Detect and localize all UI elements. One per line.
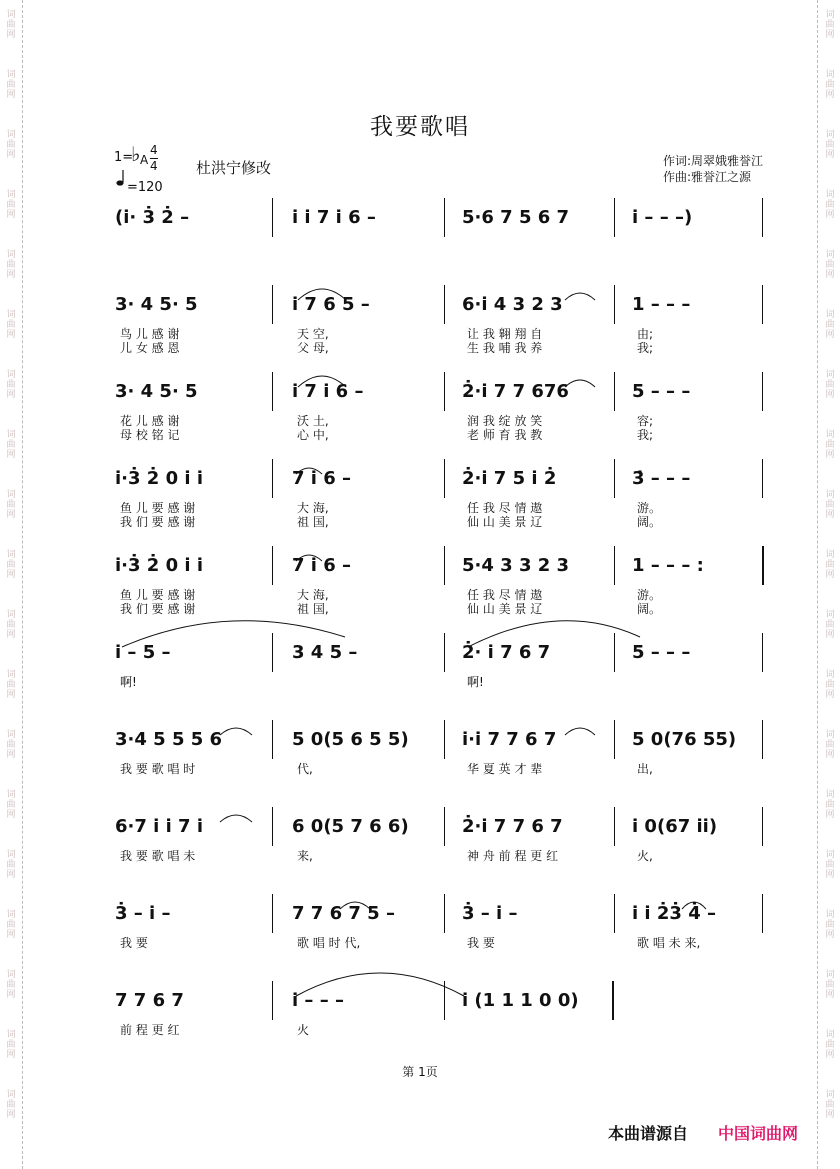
lyric: 我 要 (120, 936, 148, 950)
measure-notes: 3̇ – – – (632, 468, 691, 489)
lyric: 由; (637, 327, 654, 341)
lyric: 我 们 要 感 谢 (120, 515, 196, 529)
source-label: 本曲谱源自 (608, 1124, 689, 1143)
measure-notes: i̇ – – – (292, 990, 344, 1011)
watermark: 词 曲 网 (6, 370, 16, 400)
bar-line (762, 720, 763, 759)
measure-notes: 7 i̇ 6 – (292, 468, 352, 489)
measure-notes: 7 7 6 7 5 – (292, 903, 395, 924)
watermark: 词 曲 网 (6, 610, 16, 640)
lyric: 我 们 要 感 谢 (120, 602, 196, 616)
arranger: 杜洪宁修改 (196, 159, 272, 177)
flat-sign: ♭ (131, 142, 141, 166)
bar-line (444, 198, 445, 237)
lyric: 心 中, (297, 428, 329, 442)
bar-line (614, 546, 615, 585)
watermark: 词 曲 网 (825, 550, 835, 580)
watermark: 词 曲 网 (6, 250, 16, 280)
lyric: 阔。 (637, 515, 662, 529)
lyric: 华 夏 英 才 辈 (467, 762, 543, 776)
lyric: 鸟 儿 感 谢 (120, 327, 180, 341)
time-signature: 4 4 (150, 143, 158, 173)
watermark: 词 曲 网 (6, 670, 16, 700)
measure-notes: i̇·3̇ 2̇ 0 i̇ i̇ (115, 555, 203, 576)
lyric: 大 海, (297, 501, 329, 515)
lyric: 母 校 铭 记 (120, 428, 180, 442)
measure-notes: i̇ i̇ 7 i̇ 6 – (292, 207, 376, 228)
lyric: 代, (297, 762, 313, 776)
score-system (0, 729, 840, 807)
bar-line (444, 459, 445, 498)
bar-line (272, 981, 273, 1020)
watermark: 词 曲 网 (6, 70, 16, 100)
watermark: 词 曲 网 (825, 130, 835, 160)
measure-notes: i̇ – 5 – (115, 642, 171, 663)
lyric: 出, (637, 762, 653, 776)
lyric: 我 要 歌 唱 时 (120, 762, 196, 776)
watermark: 词 曲 网 (6, 910, 16, 940)
lyric: 仙 山 美 景 辽 (467, 602, 543, 616)
lyric: 生 我 哺 我 养 (467, 341, 543, 355)
lyric: 任 我 尽 情 遨 (467, 588, 543, 602)
measure-notes: (i̇· 3̇ 2̇ – (115, 207, 190, 228)
lyric: 我; (637, 428, 654, 442)
watermark: 词 曲 网 (825, 190, 835, 220)
watermark: 词 曲 网 (6, 490, 16, 520)
bar-line (762, 546, 764, 585)
lyric: 润 我 绽 放 笑 (467, 414, 543, 428)
lyric: 前 程 更 红 (120, 1023, 180, 1037)
score-system (0, 816, 840, 894)
watermark: 词 曲 网 (6, 970, 16, 1000)
bar-line (614, 720, 615, 759)
measure-notes: 2̇·i̇ 7 7 6 7 (462, 816, 563, 837)
watermark: 词 曲 网 (6, 790, 16, 820)
song-title: 我要歌唱 (370, 114, 470, 140)
bar-line (272, 285, 273, 324)
score-system (0, 990, 840, 1068)
watermark: 词 曲 网 (6, 190, 16, 220)
measure-notes: i̇ – – –) (632, 207, 693, 228)
measure-notes: 7 i̇ 6 – (292, 555, 352, 576)
bar-line (444, 720, 445, 759)
measure-notes: i̇ i̇ 2̇3̇ 4̇ – (632, 903, 716, 924)
bar-line (614, 633, 615, 672)
bar-line (762, 459, 763, 498)
measure-notes: 5·6 7 5 6 7 (462, 207, 570, 228)
measure-notes: 3· 4 5· 5 (115, 381, 198, 402)
watermark: 词 曲 网 (6, 430, 16, 460)
watermark: 词 曲 网 (825, 910, 835, 940)
measure-notes: i̇ (1 1 1 0 0) (462, 990, 579, 1011)
measure-notes: 3̇ – i̇ – (462, 903, 518, 924)
measure-notes: 5 0(5 6 5 5) (292, 729, 409, 750)
bar-line (614, 372, 615, 411)
lyric: 游。 (637, 588, 662, 602)
watermark: 词 曲 网 (6, 550, 16, 580)
lyric: 儿 女 感 恩 (120, 341, 180, 355)
watermark: 词 曲 网 (825, 730, 835, 760)
lyricist: 作词:周翠娥雅誉江 (663, 154, 764, 168)
bar-line (762, 198, 763, 237)
lyric: 让 我 翱 翔 自 (467, 327, 543, 341)
bar-line (762, 372, 763, 411)
bar-line (614, 285, 615, 324)
bar-line (612, 981, 614, 1020)
lyric: 任 我 尽 情 遨 (467, 501, 543, 515)
measure-notes: i̇·i̇ 7 7 6 7 (462, 729, 557, 750)
lyric: 父 母, (297, 341, 329, 355)
bar-line (444, 285, 445, 324)
watermark: 词 曲 网 (825, 370, 835, 400)
key-prefix: 1= (114, 150, 134, 165)
lyric: 容; (637, 414, 654, 428)
score-system (0, 294, 840, 372)
lyric: 阔。 (637, 602, 662, 616)
bar-line (444, 633, 445, 672)
bar-line (272, 633, 273, 672)
lyric: 歌 唱 时 代, (297, 936, 361, 950)
measure-notes: 2̇·i̇ 7 5 i̇ 2̇ (462, 468, 557, 489)
quarter-note-icon (116, 170, 124, 186)
measure-notes: 3̇ – i̇ – (115, 903, 171, 924)
measure-notes: 5 – – – (632, 642, 691, 663)
watermark: 词 曲 网 (825, 670, 835, 700)
watermark: 词 曲 网 (6, 1030, 16, 1060)
bar-line (614, 459, 615, 498)
bar-line (614, 894, 615, 933)
score-system (0, 468, 840, 546)
measure-notes: 5 – – – (632, 381, 691, 402)
bar-line (444, 981, 445, 1020)
measure-notes: 7 7 6 7 (115, 990, 184, 1011)
score-system (0, 207, 840, 285)
bar-line (272, 198, 273, 237)
lyric: 歌 唱 未 来, (637, 936, 701, 950)
lyric: 我 要 歌 唱 未 (120, 849, 196, 863)
watermark: 词 曲 网 (825, 1090, 835, 1120)
measure-notes: 2̇·i̇ 7 7 676 (462, 381, 569, 402)
bar-line (614, 807, 615, 846)
bar-line (272, 894, 273, 933)
score-system (0, 555, 840, 633)
bar-line (762, 285, 763, 324)
measure-notes: 2̇· i̇ 7 6 7 (462, 642, 551, 663)
watermark: 词 曲 网 (6, 730, 16, 760)
watermark: 词 曲 网 (825, 430, 835, 460)
bar-line (272, 372, 273, 411)
watermark: 词 曲 网 (825, 1030, 835, 1060)
bar-line (272, 720, 273, 759)
measure-notes: i̇ 7 i̇ 6 – (292, 381, 364, 402)
measure-notes: 1 – – – : (632, 555, 704, 576)
bar-line (272, 546, 273, 585)
measure-notes: 5·4 3 3 2 3 (462, 555, 570, 576)
lyric: 大 海, (297, 588, 329, 602)
lyric: 祖 国, (297, 602, 329, 616)
watermark: 词 曲 网 (825, 490, 835, 520)
bar-line (762, 894, 763, 933)
bar-line (272, 807, 273, 846)
bar-line (614, 198, 615, 237)
lyric: 啊! (467, 675, 484, 689)
lyric: 仙 山 美 景 辽 (467, 515, 543, 529)
lyric: 游。 (637, 501, 662, 515)
lyric: 天 空, (297, 327, 329, 341)
measure-notes: i̇ 0(67 i̇i̇) (632, 816, 718, 837)
lyric: 神 舟 前 程 更 红 (467, 849, 559, 863)
lyric: 鱼 儿 要 感 谢 (120, 501, 196, 515)
bar-line (444, 546, 445, 585)
watermark: 词 曲 网 (825, 790, 835, 820)
measure-notes: 1 – – – (632, 294, 691, 315)
measure-notes: 6 0(5 7 6 6) (292, 816, 409, 837)
page-number: 第 1页 (402, 1065, 438, 1079)
source-site: 中国词曲网 (718, 1124, 799, 1143)
measure-notes: i̇ 7 6 5 – (292, 294, 370, 315)
watermark: 词 曲 网 (825, 70, 835, 100)
score-system (0, 381, 840, 459)
tempo: =120 (127, 180, 163, 195)
lyric: 祖 国, (297, 515, 329, 529)
watermark: 词 曲 网 (825, 10, 835, 40)
bar-line (762, 807, 763, 846)
measure-notes: i̇·3̇ 2̇ 0 i̇ i̇ (115, 468, 203, 489)
watermark: 词 曲 网 (825, 310, 835, 340)
measure-notes: 6·7 i̇ i̇ 7 i̇ (115, 816, 203, 837)
credits (663, 153, 763, 185)
measure-notes: 5 0(76 55) (632, 729, 737, 750)
watermark: 词 曲 网 (825, 250, 835, 280)
lyric: 沃 土, (297, 414, 329, 428)
lyric: 来, (297, 849, 313, 863)
lyric: 啊! (120, 675, 137, 689)
measure-notes: 6·i̇ 4 3 2 3 (462, 294, 563, 315)
lyric: 老 师 育 我 教 (467, 428, 543, 442)
measure-notes: 3· 4 5· 5 (115, 294, 198, 315)
watermark: 词 曲 网 (6, 10, 16, 40)
watermark: 词 曲 网 (6, 850, 16, 880)
lyric: 鱼 儿 要 感 谢 (120, 588, 196, 602)
watermark: 词 曲 网 (6, 1090, 16, 1120)
lyric: 我 要 (467, 936, 495, 950)
bar-line (272, 459, 273, 498)
measure-notes: 3·4 5 5 5 6 (115, 729, 223, 750)
watermark: 词 曲 网 (6, 310, 16, 340)
score-system (0, 903, 840, 981)
key-note: A (140, 153, 149, 167)
watermark: 词 曲 网 (825, 610, 835, 640)
bar-line (444, 894, 445, 933)
lyric: 我; (637, 341, 654, 355)
composer: 作曲:雅誉江之源 (663, 170, 752, 184)
bar-line (762, 633, 763, 672)
watermark: 词 曲 网 (825, 850, 835, 880)
watermark: 词 曲 网 (6, 130, 16, 160)
measure-notes: 3 4 5 – (292, 642, 358, 663)
score-system (0, 642, 840, 720)
lyric: 火, (637, 849, 653, 863)
bar-line (444, 372, 445, 411)
watermark: 词 曲 网 (825, 970, 835, 1000)
lyric: 花 儿 感 谢 (120, 414, 180, 428)
lyric: 火 (297, 1023, 310, 1037)
bar-line (444, 807, 445, 846)
